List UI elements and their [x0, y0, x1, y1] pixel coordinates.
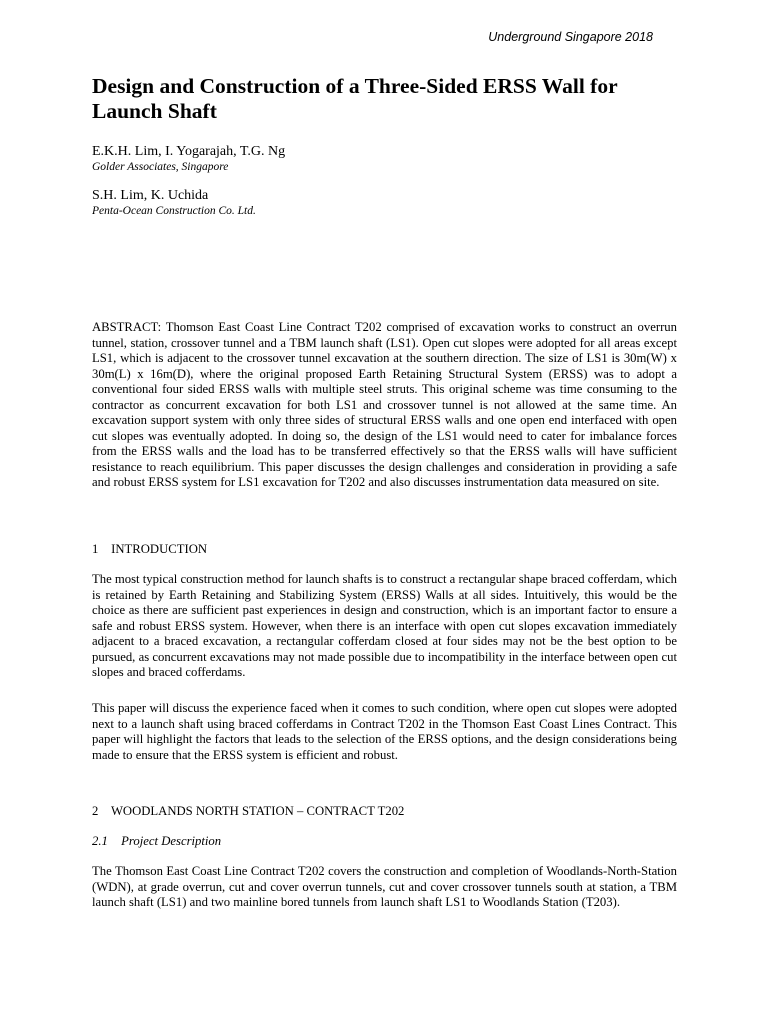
section-heading-woodlands: [92, 804, 404, 820]
author-affiliation: Penta-Ocean Construction Co. Ltd.: [92, 205, 256, 217]
subsection-title: Project Description: [121, 834, 222, 848]
abstract: ABSTRACT: Thomson East Coast Line Contract T202 comprised of excavation works to construct an overrun tunnel, station, crossover tunnel and a TBM launch shaft (LS1). Open cut slopes were adopted for all areas except LS1, which is adjacent to the crossover tunnel excavation at the southern direction. The size of LS1 is 30m(W) x 30m(L) x 16m(D), where the original proposed Earth Retaining Structural System (ERSS) was to adopt a conventional four sided ERSS walls with multiple steel struts. This original scheme was time consuming to the contractor as concurrent excavation for both LS1 and crossover tunnel is not allowed at the same time. An excavation support system with only three sides of structural ERSS walls and one open end interfaced with open cut slopes was eventually adopted. In doing so, the design of the LS1 would need to cater for imbalance forces from the ERSS walls and the load has to be transferred effectively so that the ERSS walls will have sufficient resistance to reach equilibrium. This paper discusses the design challenges and consideration in providing a safe and robust ERSS system for LS1 excavation for T202 and also discusses instrumentation data measured on site.: [92, 320, 677, 489]
body-paragraph: This paper will discuss the experience faced when it comes to such condition, where open cut slopes were adopted next to a launch shaft using braced cofferdams in Contract T202 in the Thomson East Coast Lines Contract. This paper will highlight the factors that leads to the selection of the ERSS options, and the design considerations being made to ensure that the ERSS system is efficient and robust.: [92, 701, 677, 762]
subsection-heading-project-description: [92, 834, 221, 850]
section-number: 1: [92, 542, 99, 556]
section-title: WOODLANDS NORTH STATION – CONTRACT T202: [110, 804, 405, 818]
body-paragraph: The Thomson East Coast Line Contract T202 covers the construction and completion of Woodlands-North-Station (WDN), at grade overrun, cut and cover overrun tunnels, cut and cover crossover tunnels south at station, a TBM launch shaft (LS1) and two mainline bored tunnels from launch shaft LS1 to Woodlands Station (T203).: [92, 864, 677, 909]
author-names: S.H. Lim, K. Uchida: [92, 188, 209, 203]
paper-title: Design and Construction of a Three-Sided ERSS Wall for Launch Shaft: [92, 74, 618, 123]
section-title: INTRODUCTION: [111, 542, 208, 556]
author-group-1: [92, 143, 285, 175]
section-number: 2: [92, 804, 99, 818]
author-names: E.K.H. Lim, I. Yogarajah, T.G. Ng: [92, 144, 286, 159]
author-affiliation: Golder Associates, Singapore: [92, 161, 229, 173]
author-group-2: [92, 187, 256, 219]
subsection-number: 2.1: [92, 834, 108, 848]
section-heading-introduction: [92, 542, 207, 558]
running-head: Underground Singapore 2018: [488, 30, 653, 44]
body-paragraph: The most typical construction method for launch shafts is to construct a rectangular shape braced cofferdam, which is retained by Earth Retaining and Stabilizing System (ERSS) Walls at all sides. Intuitively, this would be the choice as there are sufficient past experiences in design and construction, which is an important factor to ensure a safe and robust ERSS system. However, when there is an interface with open cut slopes excavation immediately adjacent to a braced excavation, a rectangular cofferdam closed at four sides may not be the best option to be pursued, as concurrent excavations may not made possible due to incompatibility in the interface between open cut slopes and braced cofferdams.: [92, 572, 677, 679]
